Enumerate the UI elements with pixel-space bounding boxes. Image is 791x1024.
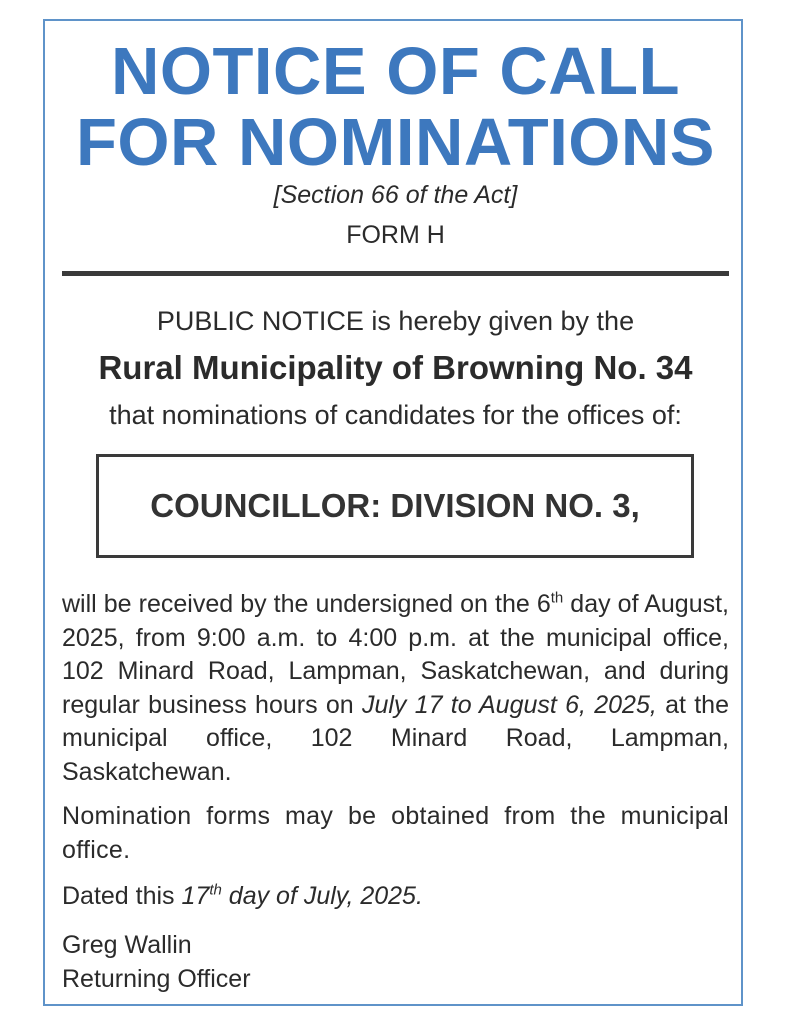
notice-title-line1: NOTICE OF CALL <box>110 34 680 109</box>
office-title: COUNCILLOR: DIVISION NO. 3, <box>150 487 640 524</box>
signer-name: Greg Wallin <box>62 931 192 959</box>
municipality-name: Rural Municipality of Browning No. 34 <box>98 349 693 386</box>
details-part1: will be received by the undersigned on the 6 <box>62 590 551 618</box>
form-label: FORM H <box>346 221 445 249</box>
details-part2: day of August, 2025, from 9:00 a.m. to 4:00 p.m. at the municipal office, 102 Minard Road, Lampman, Saskatchewan, and during regular business hours on <box>62 590 729 719</box>
public-notice-intro: PUBLIC NOTICE is hereby given by the <box>156 306 635 336</box>
office-box <box>96 454 694 558</box>
divider-rule <box>62 271 729 276</box>
nomination-details-paragraph <box>62 588 729 789</box>
dated-line <box>62 880 729 914</box>
details-part3: at the municipal office, 102 Minard Road, Lampman, Saskatchewan. <box>62 690 729 786</box>
details-day-suffix: th <box>550 589 564 607</box>
nomination-forms-note: Nomination forms may be obtained from the municipal office. <box>62 802 729 864</box>
dated-day-suffix: th <box>209 881 222 899</box>
dated-rest: day of July, 2025. <box>221 882 423 910</box>
signer-title: Returning Officer <box>62 964 251 993</box>
offices-intro: that nominations of candidates for the offices of: <box>109 400 682 430</box>
dated-day: 17 <box>181 882 210 910</box>
notice-title-line2: FOR NOMINATIONS <box>76 105 715 180</box>
signature-block <box>62 929 729 996</box>
details-period: July 17 to August 6, 2025, <box>361 690 657 719</box>
section-reference: [Section 66 of the Act] <box>273 181 518 209</box>
dated-prefix: Dated this <box>62 882 182 910</box>
